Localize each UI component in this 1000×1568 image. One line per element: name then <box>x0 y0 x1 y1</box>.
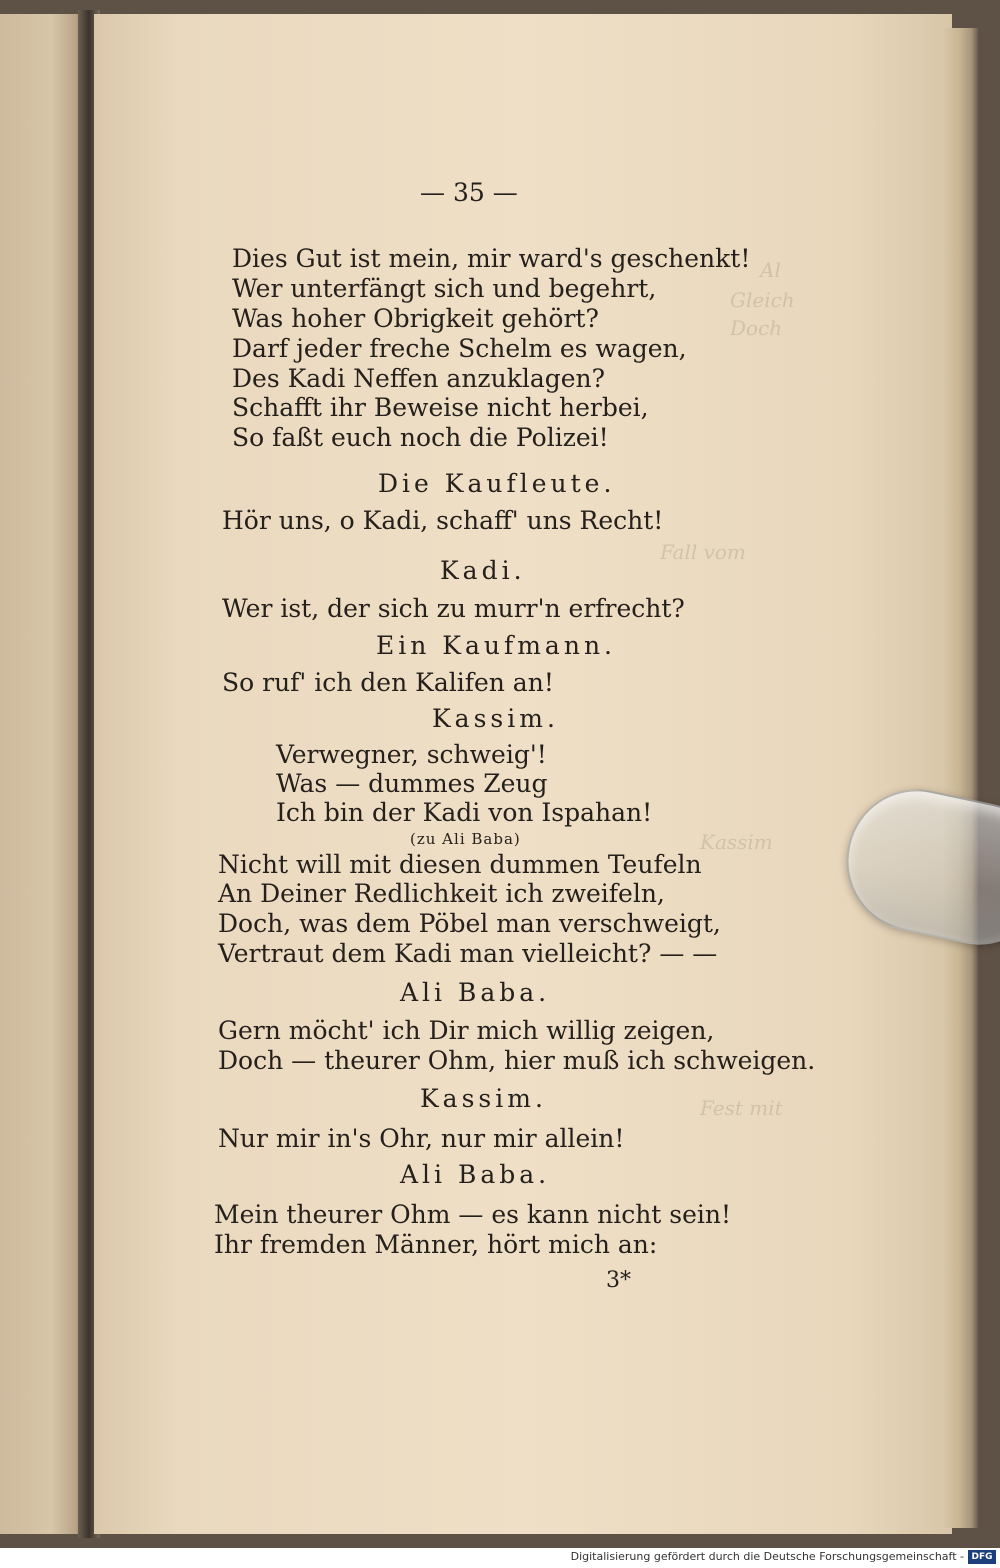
show-through-mark: Gleich <box>730 288 795 312</box>
verse-line: Vertraut dem Kadi man vielleicht? — — <box>218 939 718 968</box>
speaker-heading: Ali Baba. <box>400 978 551 1007</box>
verse-line: Nur mir in's Ohr, nur mir allein! <box>218 1124 625 1153</box>
left-page-edge <box>0 14 86 1534</box>
verse-line: Darf jeder freche Schelm es wagen, <box>232 334 687 363</box>
verse-line: Doch — theurer Ohm, hier muß ich schweigen. <box>218 1046 816 1075</box>
speaker-heading: Kassim. <box>420 1084 547 1113</box>
speaker-heading: Kassim. <box>432 704 559 733</box>
verse-line: Gern möcht' ich Dir mich willig zeigen, <box>218 1016 715 1045</box>
verse-line: Hör uns, o Kadi, schaff' uns Recht! <box>222 506 664 535</box>
verse-line: Dies Gut ist mein, mir ward's geschenkt! <box>232 244 751 273</box>
dfg-logo: DFG <box>968 1550 996 1564</box>
show-through-mark: Fall vom <box>660 540 746 564</box>
show-through-mark: Fest mit <box>700 1096 783 1120</box>
signature-mark: 3* <box>606 1268 631 1293</box>
verse-line: Ich bin der Kadi von Ispahan! <box>276 798 653 827</box>
verse-line: An Deiner Redlichkeit ich zweifeln, <box>218 879 665 908</box>
verse-line: Nicht will mit diesen dummen Teufeln <box>218 850 702 879</box>
verse-line: So ruf' ich den Kalifen an! <box>222 668 554 697</box>
speaker-heading: Ein Kaufmann. <box>376 631 616 660</box>
verse-line: Schafft ihr Beweise nicht herbei, <box>232 393 649 422</box>
show-through-mark: Doch <box>730 316 783 340</box>
show-through-mark: Al <box>760 258 781 282</box>
verse-line: Was hoher Obrigkeit gehört? <box>232 304 599 333</box>
verse-line: Doch, was dem Pöbel man verschweigt, <box>218 909 721 938</box>
page-edge-stack <box>944 28 978 1528</box>
verse-line: Was — dummes Zeug <box>276 769 548 798</box>
speaker-heading: Die Kaufleute. <box>378 469 616 498</box>
verse-line: Mein theurer Ohm — es kann nicht sein! <box>214 1200 732 1229</box>
show-through-mark: Kassim <box>700 830 773 854</box>
verse-line: Wer ist, der sich zu murr'n erfrecht? <box>222 594 685 623</box>
page-number: — 35 — <box>420 178 518 207</box>
speaker-heading: Kadi. <box>440 556 526 585</box>
verse-line: So faßt euch noch die Polizei! <box>232 423 609 452</box>
verse-line: Ihr fremden Männer, hört mich an: <box>214 1230 658 1259</box>
verse-line: Wer unterfängt sich und begehrt, <box>232 274 657 303</box>
stage-direction: (zu Ali Baba) <box>410 830 521 848</box>
verse-line: Des Kadi Neffen anzuklagen? <box>232 364 606 393</box>
verse-line: Verwegner, schweig'! <box>276 740 547 769</box>
speaker-heading: Ali Baba. <box>400 1160 551 1189</box>
footer-credit: Digitalisierung gefördert durch die Deutsche Forschungsgemeinschaft - <box>570 1550 964 1563</box>
